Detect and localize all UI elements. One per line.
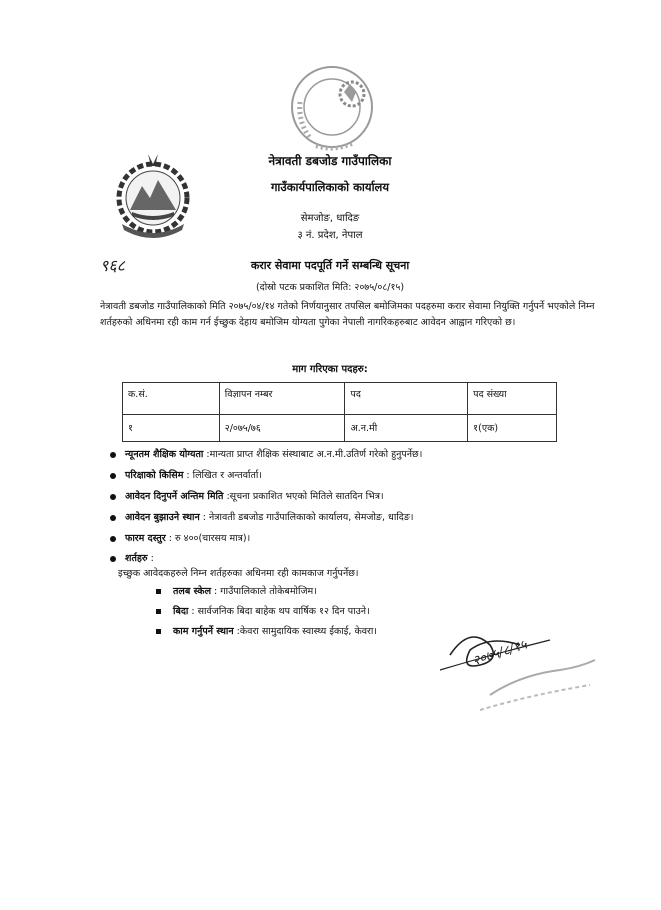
col-advert-number-header: विज्ञापन नम्बर: [219, 383, 345, 415]
col-post-count-header: पद संख्या: [468, 383, 557, 415]
nepal-emblem-icon: [108, 150, 198, 240]
notice-published-date: (दोस्रो पटक प्रकाशित मिति: २०७५/०८/१५): [255, 282, 405, 293]
list-item: [110, 489, 610, 502]
signature-icon: [430, 615, 610, 725]
item-label: न्यूनतम शैक्षिक योग्यता: [125, 449, 204, 460]
address-line-1: सेमजोङ, धादिङ: [300, 213, 360, 224]
list-item: [110, 510, 610, 523]
item-label: तलब स्केल: [173, 586, 212, 597]
posts-table: [122, 382, 557, 442]
item-text: : सार्वजनिक बिदा बाहेक थप वार्षिक १२ दिन पाउने।: [188, 606, 370, 617]
office-subtitle: गाउँकार्यपालिकाको कार्यालय: [270, 180, 390, 194]
cell-post-count: १(एक): [468, 415, 557, 442]
item-text: :केवरा सामुदायिक स्वास्थ्य ईकाई, केवरा।: [233, 626, 377, 637]
table-header-row: [123, 383, 557, 415]
list-item: [156, 624, 377, 637]
bullet-icon: [110, 473, 116, 479]
item-label: बिदा: [173, 606, 189, 617]
item-text: :सूचना प्रकाशित भएको मितिले सातदिन भित्र।: [223, 491, 384, 502]
item-label: शर्तहरु: [125, 553, 148, 564]
bullet-icon: [110, 536, 116, 542]
item-text: : लिखित र अन्तर्वार्ता।: [183, 470, 262, 481]
item-text: :: [147, 553, 154, 564]
office-stamp-icon: [270, 62, 385, 162]
signature-date: २०७५/८/१५: [470, 637, 529, 670]
list-item: [110, 468, 610, 481]
item-label: परिक्षाको किसिम: [125, 470, 184, 481]
bullet-icon: [110, 556, 116, 562]
cell-post: अ.न.मी: [345, 415, 468, 442]
table-row: [123, 415, 557, 442]
item-label: फारम दस्तुर: [125, 533, 166, 544]
square-bullet-icon: [156, 609, 161, 614]
item-text: : रु ४००(चारसय मात्र)।: [165, 533, 251, 544]
bullet-icon: [110, 452, 116, 458]
cell-advert-number: २/०७५/७६: [219, 415, 345, 442]
square-bullet-icon: [156, 629, 161, 634]
item-label: काम गर्नुपर्ने स्थान: [173, 626, 234, 637]
list-item: [110, 551, 610, 564]
list-item: [156, 584, 317, 597]
list-item: [110, 531, 610, 544]
list-item: [110, 447, 610, 460]
notice-body: नेत्रावती डबजोड गाउँपालिकाको मिति २०७५/०४/१४ गतेको निर्णयानुसार तपसिल बमोजिमका पदहरुमा करार सेवामा नियुक्ति गर्नुपर्ने भएकोले निम्न शर्तहरुको अधिनमा रही काम गर्न ईच्छुक देहाय बमोजिम योग्यता पुगेका नेपाली नागरिकहरुबाट आवेदन आह्वान गरिएको छ।: [100, 301, 595, 328]
bullet-icon: [110, 494, 116, 500]
notice-title: करार सेवामा पदपूर्ति गर्ने सम्बन्धि सूचना: [250, 259, 410, 272]
col-serial-header: क.सं.: [123, 383, 220, 415]
office-name: नेत्रावती डबजोड गाउँपालिका: [268, 154, 392, 168]
address-line-2: ३ नं. प्रदेश, नेपाल: [297, 230, 363, 241]
square-bullet-icon: [156, 589, 161, 594]
terms-intro: इच्छुक आवेदकहरुले निम्न शर्तहरुका अधिनमा रही कामकाज गर्नुपर्नेछ।: [118, 568, 359, 579]
item-text: :मान्यता प्राप्त शैक्षिक संस्थाबाट अ.न.मी.उतिर्ण गरेको हुनुपर्नेछ।: [203, 449, 423, 460]
item-label: आवेदन दिनुपर्ने अन्तिम मिति: [125, 491, 224, 502]
cell-serial: १: [123, 415, 220, 442]
bullet-icon: [110, 515, 116, 521]
item-label: आवेदन बुझाउने स्थान: [125, 512, 200, 523]
item-text: : नेत्रावती डबजोड गाउँपालिकाको कार्यालय, सेमजोङ, धादिङ।: [199, 512, 414, 523]
item-text: : गाउँपालिकाले तोकेबमोजिम।: [211, 586, 317, 597]
reference-number: ९६८: [100, 256, 125, 275]
list-item: [156, 604, 370, 617]
col-post-header: पद: [345, 383, 468, 415]
posts-heading: माग गरिएका पदहरु:: [292, 364, 368, 375]
